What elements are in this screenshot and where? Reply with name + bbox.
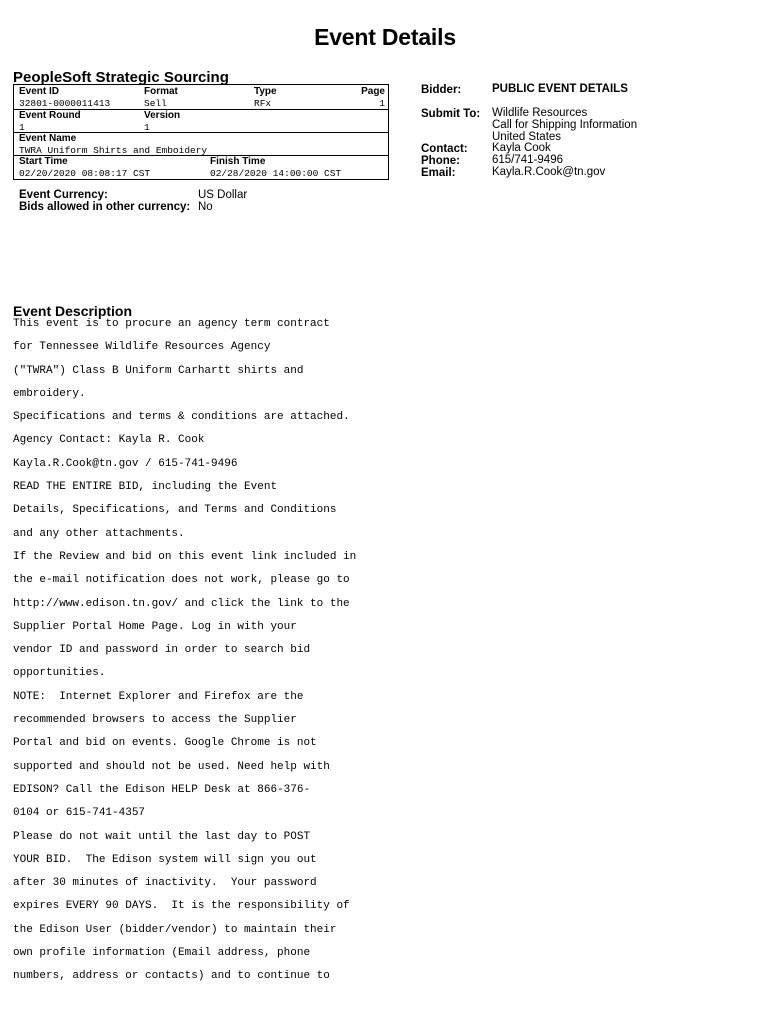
description-line: for Tennessee Wildlife Resources Agency [13, 341, 271, 354]
description-line: READ THE ENTIRE BID, including the Event [13, 481, 278, 494]
description-line: after 30 minutes of inactivity. Your password [13, 877, 317, 890]
description-line: expires EVERY 90 DAYS. It is the responsibility of [13, 900, 350, 913]
description-line: http://www.edison.tn.gov/ and click the link to the [13, 597, 350, 610]
description-line: This event is to procure an agency term contract [13, 318, 330, 330]
description-line: recommended browsers to access the Supplier [13, 714, 297, 727]
event-name-label: Event Name [19, 133, 77, 144]
event-info-box [13, 84, 389, 180]
description-line: and any other attachments. [13, 527, 185, 540]
bidder-value: PUBLIC EVENT DETAILS [492, 83, 628, 95]
type-label: Type [254, 86, 277, 97]
description-line: Please do not wait until the last day to POST [13, 830, 311, 843]
contact-value: Kayla Cook [492, 142, 551, 154]
description-line: Kayla.R.Cook@tn.gov / 615-741-9496 [13, 457, 238, 470]
other-currency-value: No [198, 201, 213, 213]
page-label: Page [361, 86, 385, 97]
description-line: embroidery. [13, 387, 86, 400]
org-heading: PeopleSoft Strategic Sourcing [13, 69, 229, 86]
email-label: Email: [421, 167, 456, 179]
description-line: Specifications and terms & conditions are attached. [13, 411, 350, 424]
version-label: Version [144, 110, 181, 121]
submit-to-line: Call for Shipping Information [492, 119, 638, 131]
version-value: 1 [144, 122, 150, 133]
event-id-value: 32801-0000011413 [19, 98, 111, 109]
format-label: Format [144, 86, 178, 97]
page-value: 1 [379, 98, 385, 109]
description-line: Portal and bid on events. Google Chrome is not [13, 737, 317, 750]
contact-label: Contact: [421, 143, 468, 155]
divider [14, 155, 388, 156]
start-time-value: 02/20/2020 08:08:17 CST [19, 168, 151, 179]
submit-to-label: Submit To: [421, 108, 481, 120]
description-line: NOTE: Internet Explorer and Firefox are the [13, 690, 304, 703]
description-line: YOUR BID. The Edison system will sign you out [13, 853, 317, 866]
finish-time-value: 02/28/2020 14:00:00 CST [210, 168, 342, 179]
submit-to-line: Wildlife Resources [492, 107, 588, 119]
email-value: Kayla.R.Cook@tn.gov [492, 166, 606, 178]
description-line: Details, Specifications, and Terms and Conditions [13, 504, 337, 517]
phone-value: 615/741-9496 [492, 154, 563, 166]
description-line: Agency Contact: Kayla R. Cook [13, 434, 205, 447]
other-currency-label: Bids allowed in other currency: [19, 201, 191, 213]
description-line: If the Review and bid on this event link included in [13, 550, 357, 563]
description-line: Supplier Portal Home Page. Log in with your [13, 620, 297, 633]
description-line: supported and should not be used. Need help with [13, 760, 330, 773]
bidder-label: Bidder: [421, 84, 462, 96]
type-value: RFx [254, 98, 272, 109]
description-line: 0104 or 615-741-4357 [13, 807, 146, 820]
start-time-label: Start Time [19, 156, 68, 167]
format-value: Sell [144, 98, 167, 109]
phone-label: Phone: [421, 155, 460, 167]
description-line: vendor ID and password in order to search bid [13, 644, 311, 657]
event-description-body [13, 317, 356, 993]
description-line: EDISON? Call the Edison HELP Desk at 866-376- [13, 783, 311, 796]
event-description-heading: Event Description [13, 303, 133, 319]
submit-to-line: United States [492, 131, 562, 143]
page-title: Event Details [314, 24, 456, 50]
event-round-label: Event Round [19, 110, 81, 121]
description-line: the Edison User (bidder/vendor) to maintain their [13, 923, 337, 936]
description-line: numbers, address or contacts) and to continue to [13, 970, 330, 983]
event-round-value: 1 [19, 122, 25, 133]
currency-label: Event Currency: [19, 189, 108, 201]
description-line: ("TWRA") Class B Uniform Carhartt shirts and [13, 364, 304, 377]
description-line: own profile information (Email address, phone [13, 947, 311, 960]
event-name-value: TWRA Uniform Shirts and Emboidery [19, 145, 208, 156]
description-line: opportunities. [13, 667, 106, 680]
event-id-label: Event ID [19, 86, 60, 97]
finish-time-label: Finish Time [210, 156, 266, 167]
description-line: the e-mail notification does not work, please go to [13, 574, 350, 587]
currency-value: US Dollar [198, 189, 248, 201]
